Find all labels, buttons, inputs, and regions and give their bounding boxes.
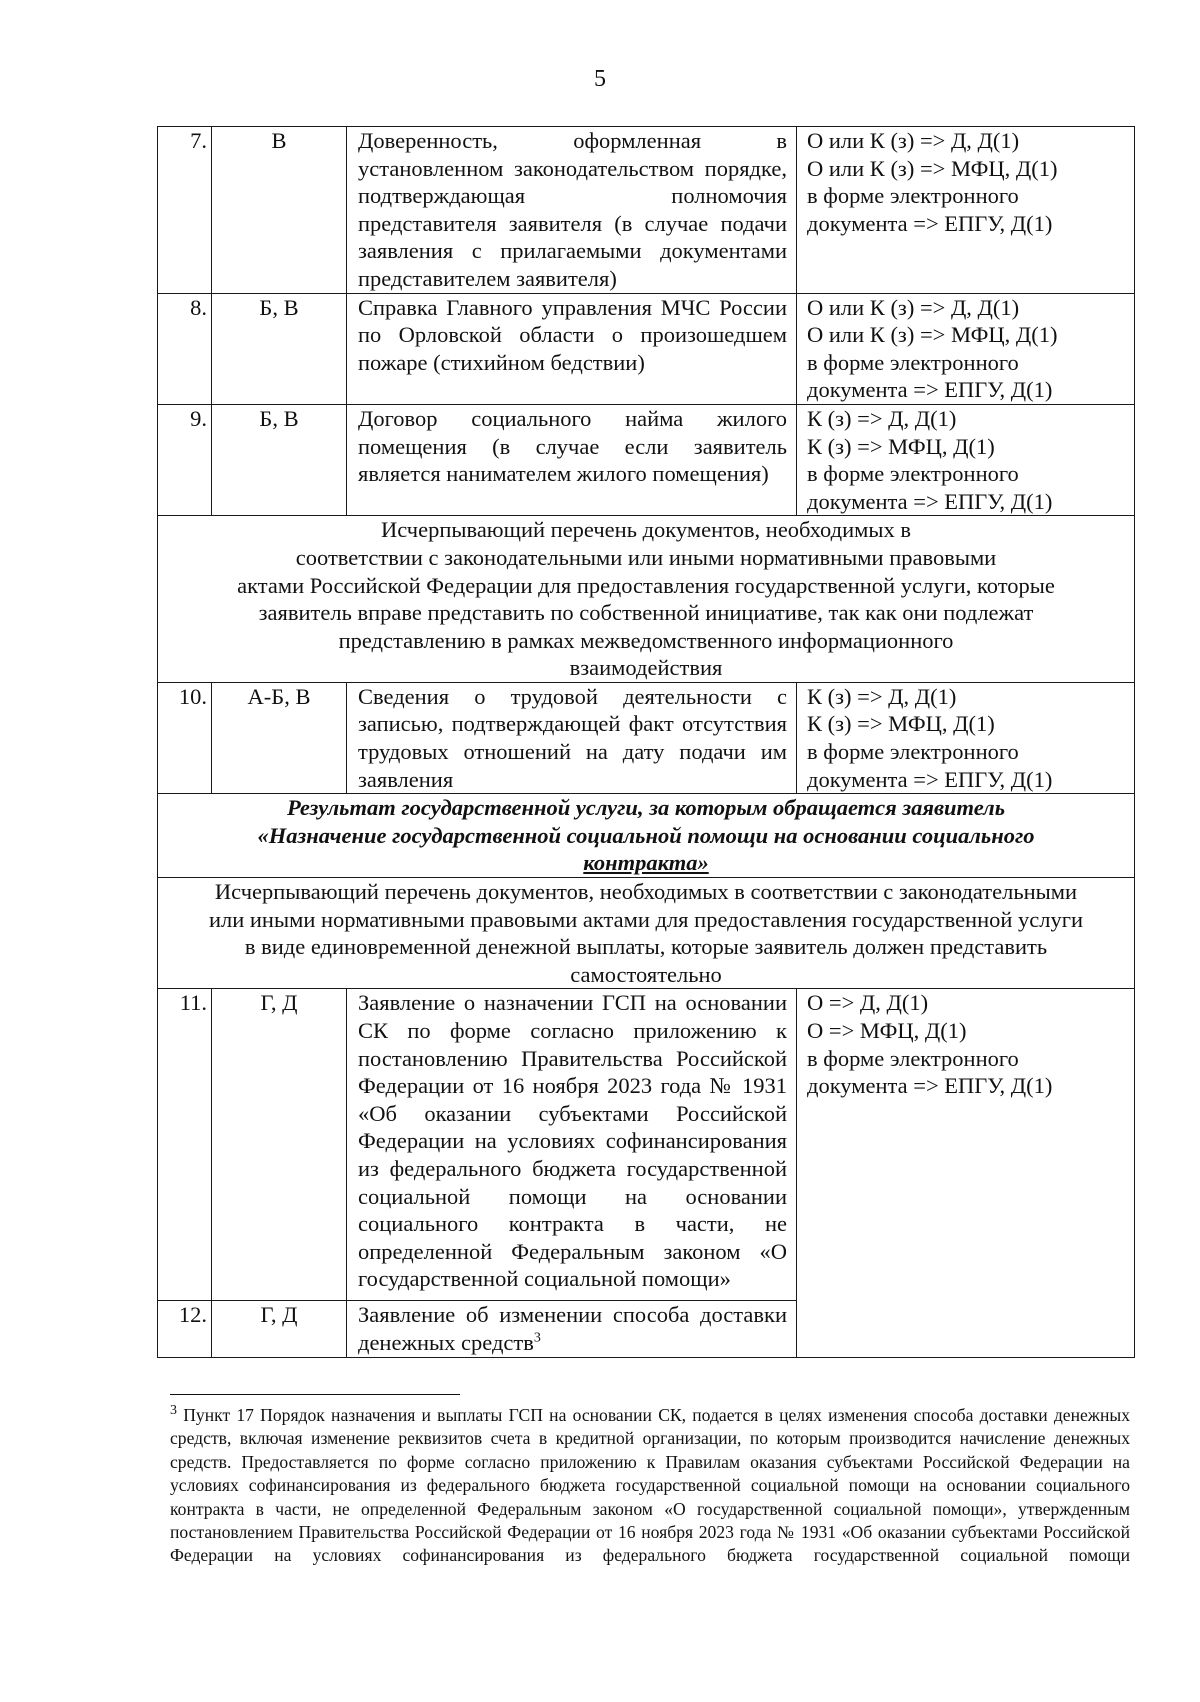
result-heading-line: «Назначение государственной социальной помощи на основании социального [257, 822, 1035, 848]
result-heading-line: контракта» [583, 850, 709, 876]
delivery-line: документа => ЕПГУ, Д(1) [807, 210, 1053, 236]
delivery-line: в форме электронного [807, 183, 1019, 209]
delivery-line: К (з) => МФЦ, Д(1) [807, 711, 995, 737]
section-line: Исчерпывающий перечень документов, необходимых в соответствии с законодательными [214, 879, 1078, 905]
delivery-line: К (з) => Д, Д(1) [807, 683, 957, 709]
delivery-line: в форме электронного [807, 349, 1019, 375]
section-line: взаимодействия [569, 655, 723, 681]
delivery-line: О => Д, Д(1) [807, 990, 929, 1016]
table-row [158, 989, 1135, 1301]
section-heading-required-documents [158, 878, 1135, 989]
row-delivery [797, 404, 1135, 515]
row-number: 12. [158, 1301, 212, 1357]
row-delivery [797, 127, 1135, 294]
table-row [158, 293, 1135, 404]
table-row [158, 404, 1135, 515]
row-number: 9. [158, 404, 212, 515]
section-line: в виде единовременной денежной выплаты, которые заявитель должен представить [244, 934, 1048, 960]
row-description: Справка Главного управления МЧС России по Орловской области о произошедшем пожаре (стихийном бедствии) [347, 293, 797, 404]
delivery-line: документа => ЕПГУ, Д(1) [807, 488, 1053, 514]
row-number: 11. [158, 989, 212, 1301]
row-description-text: Заявление об изменении способа доставки денежных средств [358, 1302, 787, 1355]
row-category: Б, В [212, 404, 347, 515]
section-header-row [158, 878, 1135, 989]
row-category: Г, Д [212, 989, 347, 1301]
delivery-line: О => МФЦ, Д(1) [807, 1018, 967, 1043]
section-line: самостоятельно [570, 961, 722, 987]
section-line: Исчерпывающий перечень документов, необходимых в [381, 517, 911, 543]
result-heading [158, 794, 1135, 878]
footnote-text: Пункт 17 Порядок назначения и выплаты ГСП на основании СК, подается в целях изменения способа доставки денежных средств, включая изменение реквизитов счета в кредитной организации, по которым производится начисление денежных средств. Предоставляется по форме согласно приложению к Правилам оказания субъектами Российской Федерации на условиях софинансирования из федерального бюджета государственной социальной помощи на основании социального контракта в части, не определенной Федеральным законом «О государственной социальной помощи», утвержденным постановлением Правительства Российской Федерации от 16 ноября 2023 года № 1931 «Об оказании субъектами Российской Федерации на условиях софинансирования из федерального бюджета государственной социальной помощи [170, 1405, 1130, 1566]
row-number: 10. [158, 682, 212, 793]
footnote-reference: 3 [533, 1330, 541, 1346]
result-heading-row [158, 794, 1135, 878]
delivery-line: К (з) => МФЦ, Д(1) [807, 433, 995, 459]
delivery-line: О или К (з) => МФЦ, Д(1) [807, 322, 1058, 348]
row-category: Б, В [212, 293, 347, 404]
row-description: Доверенность, оформленная в установленном законодательством порядке, подтверждающая полномочия представителя заявителя (в случае подачи заявления с прилагаемыми документами представителем заявителя) [347, 127, 797, 294]
delivery-line: К (з) => Д, Д(1) [807, 405, 957, 431]
delivery-line: в форме электронного [807, 1045, 1019, 1071]
delivery-line: О или К (з) => Д, Д(1) [807, 128, 1020, 153]
row-description: Сведения о трудовой деятельности с записью, подтверждающей факт отсутствия трудовых отношений на дату подачи им заявления [347, 682, 797, 793]
delivery-line: документа => ЕПГУ, Д(1) [807, 1073, 1053, 1099]
delivery-line: документа => ЕПГУ, Д(1) [807, 766, 1053, 792]
footnote [170, 1404, 1130, 1568]
table-row [158, 682, 1135, 793]
delivery-line: в форме электронного [807, 461, 1019, 487]
table-row [158, 127, 1135, 294]
footnote-mark: 3 [170, 1403, 177, 1419]
row-delivery [797, 293, 1135, 404]
delivery-line: документа => ЕПГУ, Д(1) [807, 377, 1053, 403]
row-description: Заявление о назначении ГСП на основании СК по форме согласно приложению к постановлению Правительства Российской Федерации от 16 ноября 2023 года № 1931 «Об оказании субъектами Российской Федерации на условиях софинансирования из федерального бюджета государственной социальной помощи на основании социального контракта в части, не определенной Федеральным законом «О государственной социальной помощи» [347, 989, 797, 1301]
result-heading-line: Результат государственной услуги, за которым обращается заявитель [286, 795, 1006, 821]
section-line: актами Российской Федерации для предоставления государственной услуги, которые [237, 572, 1055, 598]
section-header-row [158, 516, 1135, 683]
section-line: представлению в рамках межведомственного информационного [338, 627, 954, 653]
delivery-line: в форме электронного [807, 739, 1019, 765]
section-line: или иными нормативными правовыми актами для предоставления государственной услуги [208, 906, 1084, 932]
section-line: соответствии с законодательными или иными нормативными правовыми [295, 544, 997, 570]
row-number: 8. [158, 293, 212, 404]
row-delivery [797, 682, 1135, 793]
row-number: 7. [158, 127, 212, 294]
delivery-line: О или К (з) => МФЦ, Д(1) [807, 155, 1058, 181]
section-line: заявитель вправе представить по собственной инициативе, так как они подлежат [258, 600, 1034, 626]
section-heading-optional-documents [158, 516, 1135, 683]
row-description: Договор социального найма жилого помещения (в случае если заявитель является нанимателем жилого помещения) [347, 404, 797, 515]
row-category: Г, Д [212, 1301, 347, 1357]
row-description [347, 1301, 797, 1357]
row-delivery [797, 989, 1135, 1357]
page-number: 5 [594, 66, 606, 92]
documents-table [157, 126, 1135, 1358]
footnote-divider [170, 1394, 460, 1395]
row-category: А-Б, В [212, 682, 347, 793]
row-category: В [212, 127, 347, 294]
delivery-line: О или К (з) => Д, Д(1) [807, 294, 1020, 320]
